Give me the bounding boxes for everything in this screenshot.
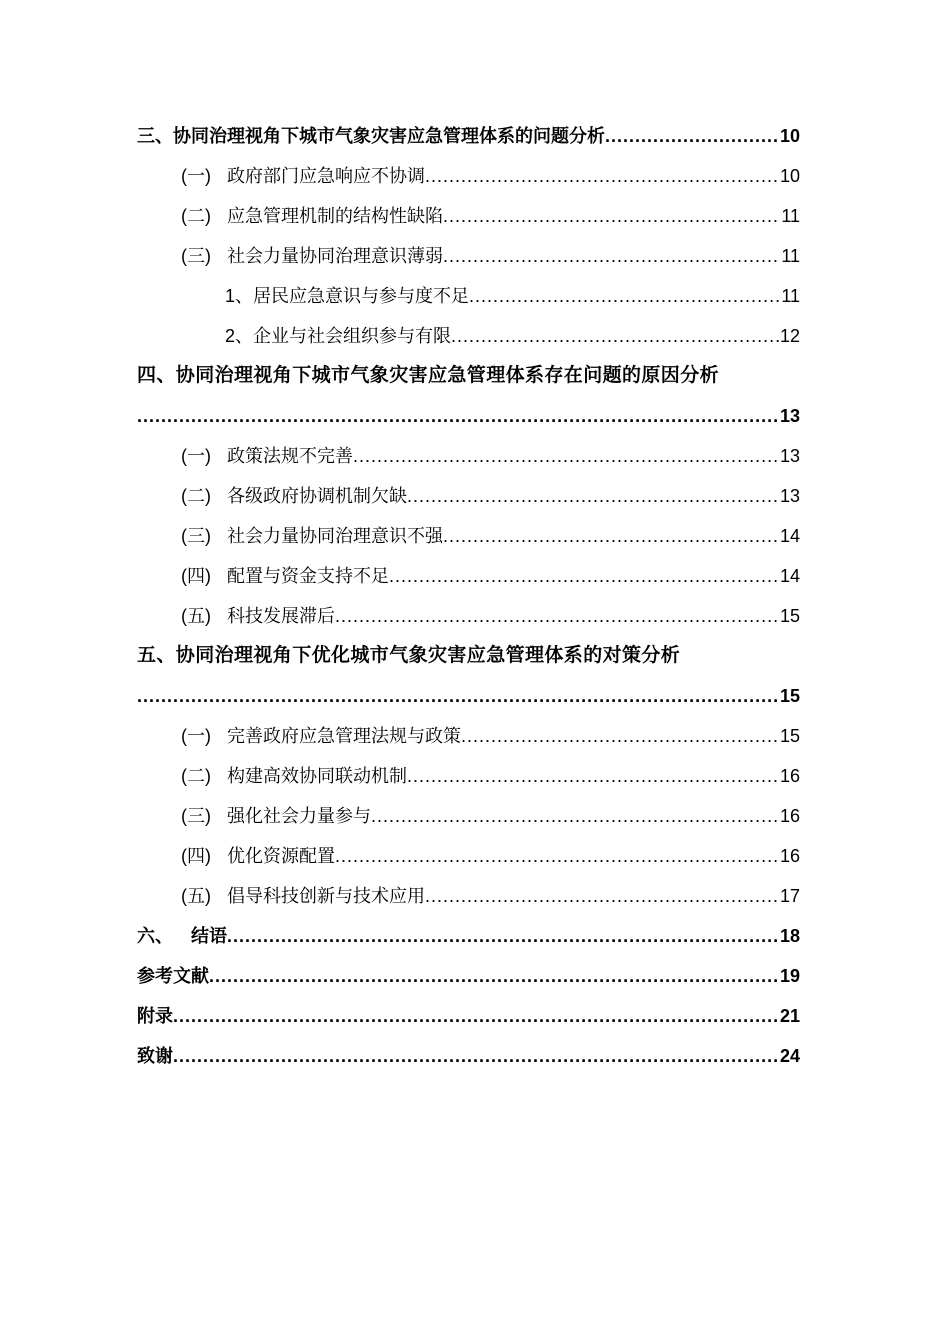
toc-page-number: 21	[779, 1006, 800, 1026]
toc-entry-3-3-2[interactable]	[137, 316, 800, 356]
toc-entry-4-3[interactable]	[137, 516, 800, 556]
toc-page-number: 15	[779, 686, 800, 706]
toc-entry-title: 科技发展滞后	[227, 606, 335, 626]
dot-leader	[335, 836, 779, 876]
toc-entry-section-5[interactable]	[137, 636, 800, 716]
toc-page-number: 11	[781, 206, 800, 226]
toc-entry-title: 1、居民应急意识与参与度不足	[225, 286, 470, 306]
toc-page-number: 10	[779, 126, 800, 146]
toc-entry-title: 政策法规不完善	[227, 446, 353, 466]
dot-leader	[335, 596, 779, 636]
dot-leader	[389, 556, 779, 596]
toc-entry-number: (一)	[181, 166, 211, 186]
dot-leader	[451, 316, 779, 356]
table-of-contents	[137, 116, 800, 1076]
dot-leader	[443, 516, 779, 556]
toc-page-number: 16	[779, 846, 800, 866]
toc-entry-title: 各级政府协调机制欠缺	[227, 486, 407, 506]
toc-page-number: 13	[779, 446, 800, 466]
dot-leader	[469, 276, 780, 316]
toc-entry-appendix[interactable]	[137, 996, 800, 1036]
dot-leader	[353, 436, 779, 476]
toc-page-number: 14	[779, 566, 800, 586]
dot-leader	[605, 116, 779, 156]
dot-leader	[443, 236, 780, 276]
toc-entry-title: 完善政府应急管理法规与政策	[227, 726, 461, 746]
toc-entry-3-3-1[interactable]	[137, 276, 800, 316]
dot-leader	[425, 156, 779, 196]
toc-entry-title: 社会力量协同治理意识薄弱	[227, 246, 443, 266]
dot-leader	[425, 876, 779, 916]
toc-page-number: 10	[779, 166, 800, 186]
dot-leader	[173, 1036, 779, 1076]
toc-entry-title: 倡导科技创新与技术应用	[227, 886, 425, 906]
dot-leader	[209, 956, 779, 996]
toc-entry-number: (四)	[181, 566, 211, 586]
dot-leader	[443, 196, 780, 236]
toc-entry-number: (一)	[181, 446, 211, 466]
toc-entry-4-5[interactable]	[137, 596, 800, 636]
toc-page-number: 12	[779, 326, 800, 346]
toc-page-number: 19	[779, 966, 800, 986]
toc-page-number: 11	[781, 246, 800, 266]
toc-entry-5-2[interactable]	[137, 756, 800, 796]
toc-entry-number: (四)	[181, 846, 211, 866]
toc-entry-title: 四、协同治理视角下城市气象灾害应急管理体系存在问题的原因分析	[137, 365, 720, 386]
toc-entry-title: 构建高效协同联动机制	[227, 766, 407, 786]
toc-page-number: 15	[779, 726, 800, 746]
toc-page-number: 16	[779, 806, 800, 826]
toc-entry-title: 致谢	[137, 1046, 173, 1066]
dot-leader	[137, 676, 780, 716]
dot-leader	[137, 396, 780, 436]
toc-entry-section-6[interactable]	[137, 916, 800, 956]
dot-leader	[173, 996, 779, 1036]
toc-entry-title: 结语	[191, 926, 227, 946]
toc-page-number: 13	[779, 486, 800, 506]
toc-entry-number: (二)	[181, 486, 211, 506]
toc-entry-section-4[interactable]	[137, 356, 800, 436]
toc-page-number: 18	[779, 926, 800, 946]
toc-page-number: 16	[779, 766, 800, 786]
toc-entry-number: (三)	[181, 806, 211, 826]
toc-entry-title: 政府部门应急响应不协调	[227, 166, 425, 186]
dot-leader	[227, 916, 779, 956]
toc-entry-3-1[interactable]	[137, 156, 800, 196]
toc-entry-title: 优化资源配置	[227, 846, 335, 866]
toc-page-number: 17	[779, 886, 800, 906]
toc-page-number: 13	[779, 406, 800, 426]
dot-leader	[461, 716, 779, 756]
toc-entry-number: 六、	[137, 926, 173, 946]
dot-leader	[371, 796, 779, 836]
toc-entry-number: (三)	[181, 526, 211, 546]
toc-entry-acknowledgements[interactable]	[137, 1036, 800, 1076]
toc-entry-title: 参考文献	[137, 966, 209, 986]
dot-leader	[407, 756, 779, 796]
toc-entry-references[interactable]	[137, 956, 800, 996]
toc-entry-title: 配置与资金支持不足	[227, 566, 389, 586]
dot-leader	[407, 476, 779, 516]
toc-entry-title: 应急管理机制的结构性缺陷	[227, 206, 443, 226]
toc-entry-title: 强化社会力量参与	[227, 806, 371, 826]
toc-entry-5-4[interactable]	[137, 836, 800, 876]
toc-entry-4-4[interactable]	[137, 556, 800, 596]
toc-page-number: 11	[781, 286, 800, 306]
toc-entry-number: (二)	[181, 766, 211, 786]
toc-page-number: 14	[779, 526, 800, 546]
toc-entry-title: 五、协同治理视角下优化城市气象灾害应急管理体系的对策分析	[137, 645, 681, 666]
toc-entry-section-3[interactable]	[137, 116, 800, 156]
toc-entry-3-2[interactable]	[137, 196, 800, 236]
toc-entry-title: 2、企业与社会组织参与有限	[225, 326, 452, 346]
toc-page-number: 15	[779, 606, 800, 626]
toc-entry-number: (二)	[181, 206, 211, 226]
toc-page-number: 24	[779, 1046, 800, 1066]
toc-entry-5-3[interactable]	[137, 796, 800, 836]
toc-entry-4-2[interactable]	[137, 476, 800, 516]
toc-entry-5-5[interactable]	[137, 876, 800, 916]
toc-entry-title: 附录	[137, 1006, 173, 1026]
toc-entry-number: (五)	[181, 886, 211, 906]
toc-entry-title: 社会力量协同治理意识不强	[227, 526, 443, 546]
toc-entry-number: (五)	[181, 606, 211, 626]
toc-entry-4-1[interactable]	[137, 436, 800, 476]
toc-entry-number: (三)	[181, 246, 211, 266]
toc-entry-number: (一)	[181, 726, 211, 746]
toc-entry-3-3[interactable]	[137, 236, 800, 276]
toc-entry-5-1[interactable]	[137, 716, 800, 756]
toc-entry-title: 三、协同治理视角下城市气象灾害应急管理体系的问题分析	[137, 126, 605, 146]
